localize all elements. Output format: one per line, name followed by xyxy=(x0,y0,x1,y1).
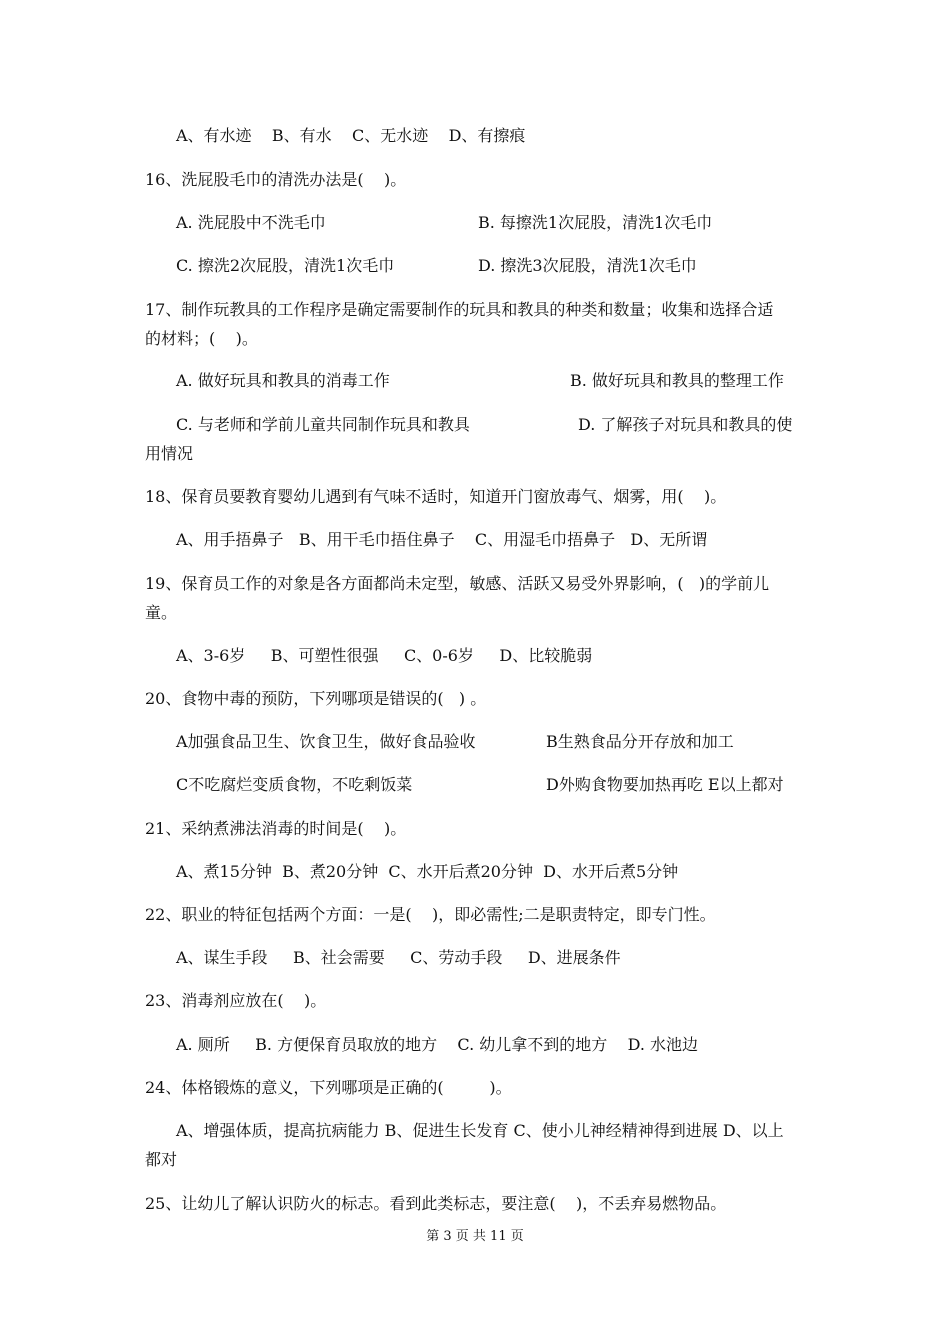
q22-stem: 22、职业的特征包括两个方面：一是( )，即必需性;二是职责特定，即专门性。 xyxy=(145,905,716,924)
q22-options: A、谋生手段 B、社会需要 C、劳动手段 D、进展条件 xyxy=(176,948,621,967)
q16-option-c: C. 擦洗2次屁股，清洗1次毛巾 xyxy=(176,256,395,275)
q15-options: A、有水迹 B、有水 C、无水迹 D、有擦痕 xyxy=(176,126,526,145)
q23-options: A. 厕所 B. 方便保育员取放的地方 C. 幼儿拿不到的地方 D. 水池边 xyxy=(176,1035,699,1054)
q19-options: A、3-6岁 B、可塑性很强 C、0-6岁 D、比较脆弱 xyxy=(176,646,593,665)
q17-option-d-line1: D. 了解孩子对玩具和教具的使 xyxy=(578,415,793,434)
q24-stem: 24、体格锻炼的意义，下列哪项是正确的( )。 xyxy=(145,1078,512,1097)
q24-options-line2: 都对 xyxy=(145,1150,178,1169)
q18-options: A、用手捂鼻子 B、用干毛巾捂住鼻子 C、用湿毛巾捂鼻子 D、无所谓 xyxy=(176,530,708,549)
q16-option-d: D. 擦洗3次屁股，清洗1次毛巾 xyxy=(478,256,697,275)
q17-stem-line1: 17、制作玩教具的工作程序是确定需要制作的玩具和教具的种类和数量；收集和选择合适 xyxy=(145,300,774,319)
q20-option-d: D外购食物要加热再吃 E以上都对 xyxy=(546,775,784,794)
q17-stem-line2: 的材料；( )。 xyxy=(145,329,258,348)
q20-option-c: C不吃腐烂变质食物，不吃剩饭菜 xyxy=(176,775,413,794)
q17-option-a: A. 做好玩具和教具的消毒工作 xyxy=(176,371,390,390)
q16-stem: 16、洗屁股毛巾的清洗办法是( )。 xyxy=(145,170,407,189)
q16-option-a: A. 洗屁股中不洗毛巾 xyxy=(176,213,326,232)
q17-option-d-line2: 用情况 xyxy=(145,444,194,463)
q20-option-b: B生熟食品分开存放和加工 xyxy=(546,732,734,751)
q20-option-a: A加强食品卫生、饮食卫生，做好食品验收 xyxy=(176,732,476,751)
q24-options-line1: A、增强体质，提高抗病能力 B、促进生长发育 C、使小儿神经精神得到进展 D、以上 xyxy=(176,1121,784,1140)
q19-stem-line1: 19、保育员工作的对象是各方面都尚未定型，敏感、活跃又易受外界影响，( )的学前儿 xyxy=(145,574,770,593)
q19-stem-line2: 童。 xyxy=(145,603,178,622)
q23-stem: 23、消毒剂应放在( )。 xyxy=(145,991,327,1010)
q25-stem: 25、让幼儿了解认识防火的标志。看到此类标志，要注意( )，不丢弃易燃物品。 xyxy=(145,1194,727,1213)
q17-option-c: C. 与老师和学前儿童共同制作玩具和教具 xyxy=(176,415,470,434)
q21-options: A、煮15分钟 B、煮20分钟 C、水开后煮20分钟 D、水开后煮5分钟 xyxy=(176,862,679,881)
q18-stem: 18、保育员要教育婴幼儿遇到有气味不适时，知道开门窗放毒气、烟雾，用( )。 xyxy=(145,487,727,506)
page-footer: 第 3 页 共 11 页 xyxy=(426,1229,524,1244)
q20-stem: 20、食物中毒的预防，下列哪项是错误的( ) 。 xyxy=(145,689,487,708)
q16-option-b: B. 每擦洗1次屁股，清洗1次毛巾 xyxy=(478,213,713,232)
q17-option-b: B. 做好玩具和教具的整理工作 xyxy=(570,371,784,390)
q21-stem: 21、采纳煮沸法消毒的时间是( )。 xyxy=(145,819,407,838)
